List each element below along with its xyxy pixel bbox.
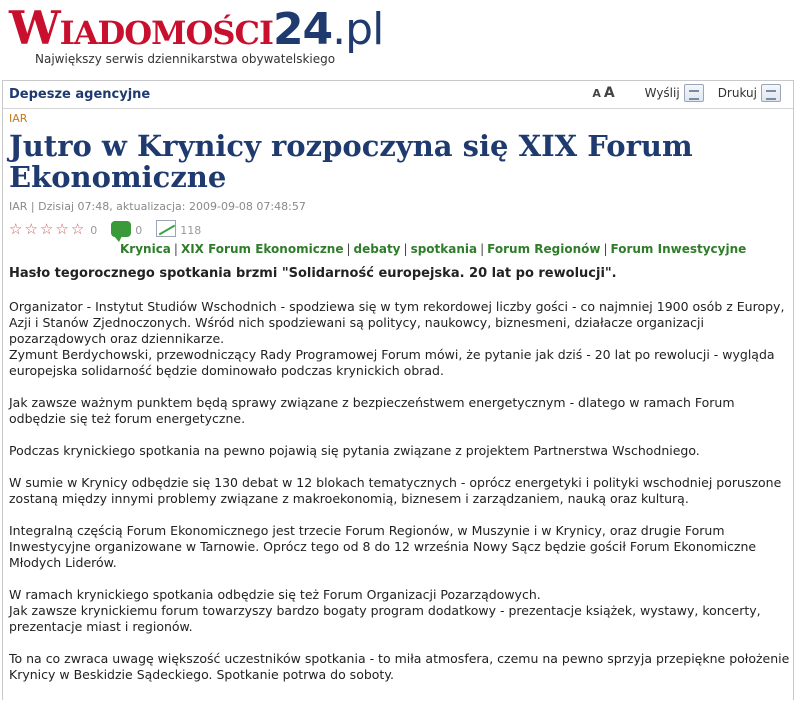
- tag-link[interactable]: debaty: [353, 242, 401, 256]
- tag-link[interactable]: XIX Forum Ekonomiczne: [180, 242, 344, 256]
- rating-count: 0: [90, 224, 98, 237]
- logo-number: 24: [272, 4, 333, 55]
- paragraph-line: Integralną częścią Forum Ekonomicznego jest trzecie Forum Regionów, w Muszynie i w Krynicy, oraz drugie Forum Inwestycyjne organizowane w Tarnowie. Oprócz tego od 8 do 12 września Nowy Sącz będzie gościł Forum Ekonomiczne Młodych Liderów.: [9, 523, 757, 570]
- tag-separator: |: [346, 242, 351, 256]
- article-paragraph: [9, 443, 791, 459]
- tag-separator: |: [480, 242, 485, 256]
- comments-count: 0: [135, 224, 143, 237]
- tag-link[interactable]: Krynica: [120, 242, 171, 256]
- tag-separator: |: [403, 242, 408, 256]
- article-paragraph: [9, 651, 791, 683]
- views-chart-icon: [156, 220, 176, 237]
- font-decrease-button[interactable]: A: [592, 86, 601, 100]
- tag-link[interactable]: Forum Inwestycyjne: [610, 242, 747, 256]
- rating-bar: [9, 217, 215, 237]
- send-label: Wyślij: [644, 86, 680, 100]
- tag-link[interactable]: Forum Regionów: [487, 242, 601, 256]
- section-title: Depesze agencyjne: [9, 87, 151, 102]
- section-bar: [3, 81, 793, 109]
- logo-domain: .pl: [332, 4, 384, 55]
- paragraph-line: W sumie w Krynicy odbędzie się 130 debat w 12 blokach tematycznych - oprócz energetyki i polityki wschodniej poruszone zostaną między innymi problemy związane z makroekonomią, biznesem i zarządzaniem, nauką oraz kulturą.: [9, 475, 782, 506]
- comments-icon[interactable]: [111, 221, 131, 237]
- star-icon[interactable]: ☆: [9, 220, 23, 238]
- star-icon[interactable]: ☆: [39, 220, 54, 238]
- article-paragraph: [9, 299, 791, 379]
- site-logo[interactable]: [9, 2, 429, 72]
- article-title: Jutro w Krynicy rozpoczyna się XIX Forum Ekonomiczne: [9, 129, 693, 194]
- print-button[interactable]: [718, 84, 781, 102]
- article-paragraph: [9, 587, 791, 635]
- article-source: IAR: [9, 112, 28, 125]
- rating-stars: [9, 221, 86, 237]
- print-label: Drukuj: [717, 86, 757, 100]
- article-lead: Hasło tegorocznego spotkania brzmi "Solidarność europejska. 20 lat po rewolucji".: [9, 266, 617, 281]
- send-button[interactable]: [645, 84, 704, 102]
- article-frame: [2, 80, 794, 700]
- site-tagline: Największy serwis dziennikarstwa obywatelskiego: [35, 52, 336, 66]
- tag-link[interactable]: spotkania: [410, 242, 478, 256]
- send-icon: [684, 84, 704, 102]
- font-increase-button[interactable]: A: [603, 85, 615, 101]
- tag-separator: |: [603, 242, 608, 256]
- article-paragraph: [9, 523, 791, 571]
- article-paragraph: [9, 395, 791, 427]
- logo-text: [9, 2, 429, 56]
- article-tools: [592, 84, 781, 102]
- printer-icon: [761, 84, 781, 102]
- paragraph-line: Zymunt Berdychowski, przewodniczący Rady Programowej Forum mówi, że pytanie jak dziś - 20 lat po rewolucji - wygląda europejska solidarność będzie dominowało podczas krynickich obrad.: [9, 347, 775, 378]
- star-icon[interactable]: ☆: [24, 220, 38, 238]
- paragraph-line: W ramach krynickiego spotkania odbędzie się też Forum Organizacji Pozarządowych.: [9, 587, 541, 602]
- logo-word: Wiadomości: [9, 1, 273, 55]
- views-count: 118: [180, 224, 202, 237]
- paragraph-line: Jak zawsze krynickiemu forum towarzyszy bardzo bogaty program dodatkowy - prezentacje książek, wystawy, koncerty, prezentacje miast i regionów.: [9, 603, 761, 634]
- article-meta: IAR | Dzisiaj 07:48, aktualizacja: 2009-09-08 07:48:57: [9, 200, 306, 213]
- paragraph-line: Podczas krynickiego spotkania na pewno pojawią się pytania związane z projektem Partnerstwa Wschodniego.: [9, 443, 700, 458]
- paragraph-line: Jak zawsze ważnym punktem będą sprawy związane z bezpieczeństwem energetycznym - dlatego w ramach Forum odbędzie się też forum energetyczne.: [9, 395, 735, 426]
- star-icon[interactable]: ☆: [55, 220, 69, 238]
- paragraph-line: To na co zwraca uwagę większość uczestników spotkania - to miła atmosfera, czemu na pewno sprzyja przepiękne położenie Krynicy w Beskidzie Sądeckiego. Spotkanie potrwa do soboty.: [9, 651, 790, 682]
- article-paragraph: [9, 475, 791, 507]
- article-body: [9, 299, 791, 699]
- tag-separator: |: [173, 242, 178, 256]
- star-icon[interactable]: ☆: [70, 220, 85, 238]
- tag-list: [120, 242, 746, 256]
- paragraph-line: Organizator - Instytut Studiów Wschodnich - spodziewa się w tym rekordowej liczby gości - co najmniej 1900 osób z Europy, Azji i Stanów Zjednoczonych. Wśród nich spodziewani są politycy, naukowcy, biznesmeni, działacze organizacji pozarządowych oraz dziennikarze.: [9, 299, 785, 346]
